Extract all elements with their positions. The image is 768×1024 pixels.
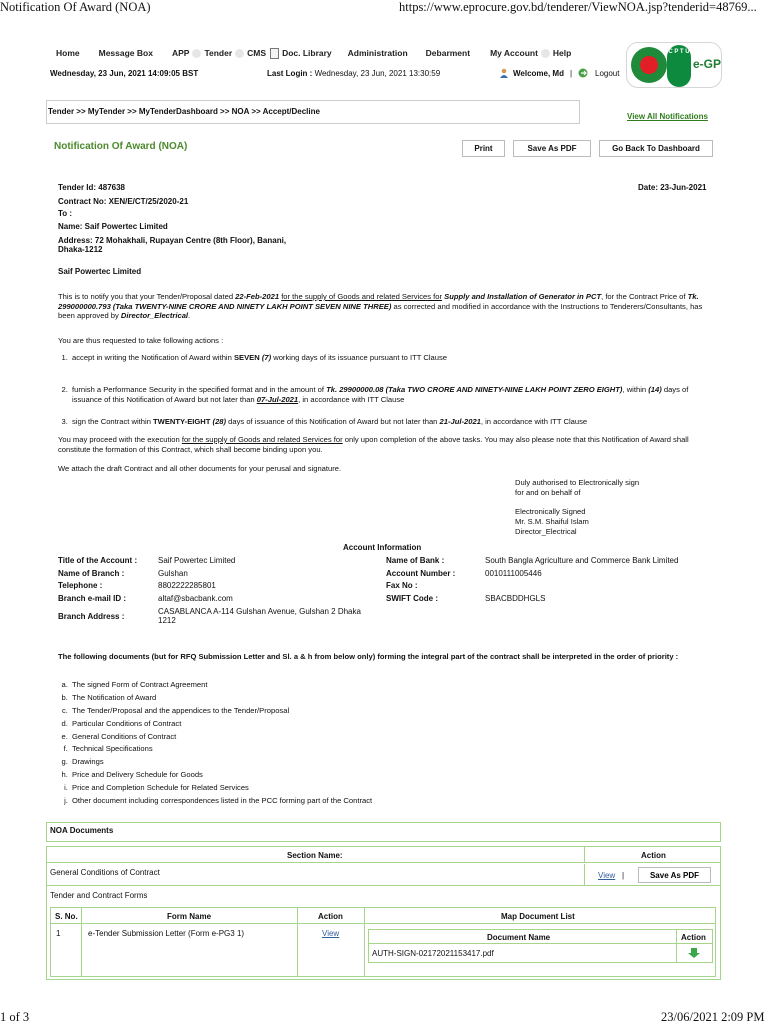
last-login <box>267 69 440 78</box>
document-item: j. Other document including correspondences listed in the PCC forming part of the Contract <box>70 795 708 808</box>
nav-tender[interactable]: Tender <box>204 48 233 58</box>
branch-email-value: altaf@sbacbank.com <box>158 594 233 603</box>
recipient-company: Saif Powertec Limited <box>58 267 142 276</box>
document-item: g. Drawings <box>70 756 708 769</box>
security-deadline: 07-Jul-2021 <box>256 395 299 404</box>
telephone-value: 8802222285801 <box>158 581 216 590</box>
section-name-header: Section Name: <box>287 851 343 860</box>
form-row-view-link[interactable]: View <box>322 929 340 938</box>
go-back-to-dashboard-button[interactable]: Go Back To Dashboard <box>599 140 713 157</box>
noa-documents-title: NOA Documents <box>50 826 114 835</box>
nav-cms[interactable]: CMS <box>247 48 267 58</box>
actions-intro: You are thus requested to take following actions : <box>58 336 224 345</box>
branch-email-label: Branch e-mail ID : <box>58 594 127 603</box>
egp-logo-text: e-GP <box>693 57 722 71</box>
approver: Director_Electrical <box>120 311 189 320</box>
nav-debarment[interactable]: Debarment <box>425 48 471 58</box>
document-item: d. Particular Conditions of Contract <box>70 718 708 731</box>
branch-name-value: Gulshan <box>158 569 188 578</box>
fax-label: Fax No : <box>386 581 418 590</box>
noa-date: Date: 23-Jun-2021 <box>638 183 707 192</box>
gcc-view-link[interactable]: View <box>598 871 616 880</box>
document-item: c. The Tender/Proposal and the appendices to the Tender/Proposal <box>70 705 708 718</box>
text-run: . <box>188 311 191 320</box>
nav-my-account[interactable]: My Account <box>490 48 538 58</box>
text-run: , in accordance with ITT Clause <box>480 417 588 426</box>
security-amount: Tk. 29900000.08 (Taka TWO CRORE AND NINETY-NINE LAKH POINT ZERO EIGHT) <box>326 385 623 394</box>
gcc-label: General Conditions of Contract <box>50 868 160 877</box>
divider <box>584 847 585 863</box>
form-row-name: e-Tender Submission Letter (Form e-PG3 1) <box>88 929 245 938</box>
nav-separator-icon <box>541 49 550 58</box>
signature-line: Director_Electrical <box>515 526 577 536</box>
text-run: days of issuance of this Notification of Award but not later than <box>72 385 689 404</box>
text-run: (14) <box>648 385 662 394</box>
col-form-name-header: Form Name <box>167 912 212 921</box>
text-run: furnish a Performance Security in the specified format and in the amount of <box>72 385 327 394</box>
tender-contract-forms-label: Tender and Contract Forms <box>50 891 148 900</box>
account-title-value: Saif Powertec Limited <box>158 556 236 565</box>
text-run: days of issuance of this Notification of Award but not later than <box>226 417 440 426</box>
recipient-name: Name: Saif Powertec Limited <box>58 222 168 231</box>
text-run: TWENTY-EIGHT <box>153 417 211 426</box>
logout-icon[interactable] <box>578 68 589 78</box>
save-as-pdf-button[interactable]: Save As PDF <box>513 140 591 157</box>
contract-price: Tk. 299000000.793 (Taka TWENTY-NINE CRORE AND NINETY LAKH POINT SEVEN NINE THREE) <box>58 292 699 311</box>
divider <box>297 908 298 976</box>
notification-paragraph <box>58 292 708 321</box>
document-action-header: Action <box>681 933 706 942</box>
document-name: AUTH-SIGN-02172021153417.pdf <box>372 949 494 958</box>
print-button[interactable]: Print <box>462 140 505 157</box>
document-item: b. The Notification of Award <box>70 692 708 705</box>
document-item: f. Technical Specifications <box>70 743 708 756</box>
document-item: h. Price and Delivery Schedule for Goods <box>70 769 708 782</box>
branch-address-label: Branch Address : <box>58 612 125 621</box>
bangladesh-emblem-icon <box>631 47 667 83</box>
print-page-title: Notification Of Award (NOA) <box>0 0 151 14</box>
branch-name-label: Name of Branch : <box>58 569 125 578</box>
breadcrumb[interactable]: Tender >> MyTender >> MyTenderDashboard >> NOA >> Accept/Decline <box>48 107 320 116</box>
signature-line: Mr. S.M. Shaiful Islam <box>515 516 589 526</box>
swift-label: SWIFT Code : <box>386 594 438 603</box>
sign-deadline: 21-Jul-2021 <box>439 417 481 426</box>
header-separator: | <box>570 69 573 78</box>
document-icon <box>270 48 279 59</box>
execution-paragraph <box>58 435 708 454</box>
print-url: https://www.eprocure.gov.bd/tenderer/ViewNOA.jsp?tenderid=48769... <box>399 0 757 14</box>
account-title-label: Title of the Account : <box>58 556 138 565</box>
print-page-number: 1 of 3 <box>0 1010 30 1024</box>
document-name-header: Document Name <box>487 933 551 942</box>
text-run: , within <box>622 385 649 394</box>
divider <box>676 930 677 962</box>
recipient-address-2: Dhaka-1212 <box>58 245 103 254</box>
account-number-label: Account Number : <box>386 569 456 578</box>
col-map-document-list-header: Map Document List <box>501 912 575 921</box>
text-run: for the supply of Goods and related Services for <box>181 435 343 444</box>
account-info-heading: Account Information <box>343 543 422 552</box>
text-run: , in accordance with ITT Clause <box>298 395 405 404</box>
text-run: This is to notify you that your Tender/Proposal dated <box>58 292 236 301</box>
top-nav <box>56 46 571 60</box>
text-run: (7) <box>261 353 272 362</box>
col-sno-header: S. No. <box>55 912 78 921</box>
form-row-sno: 1 <box>56 929 61 938</box>
egp-logo <box>626 42 722 88</box>
action-item <box>70 353 708 385</box>
last-login-value: Wednesday, 23 Jun, 2021 13:30:59 <box>314 69 441 78</box>
download-icon[interactable] <box>688 948 700 958</box>
tender-subject: Supply and Installation of Generator in PCT <box>444 292 602 301</box>
signature-block <box>515 478 639 536</box>
text-run: (28) <box>212 417 227 426</box>
cptu-logo-text: C P T U <box>667 45 691 87</box>
nav-separator-icon <box>235 49 244 58</box>
nav-home[interactable]: Home <box>56 48 80 58</box>
forms-header-row <box>51 908 715 924</box>
telephone-label: Telephone : <box>58 581 103 590</box>
view-all-notifications-link[interactable]: View All Notifications <box>627 112 708 121</box>
branch-address-value: CASABLANCA A-114 Gulshan Avenue, Gulshan 2 Dhaka <box>158 607 361 616</box>
text-run: SEVEN <box>233 353 260 362</box>
signature-line: Electronically Signed <box>515 507 586 517</box>
noa-documents-header <box>46 822 721 842</box>
to-label: To : <box>58 209 73 218</box>
current-date: Wednesday, 23 Jun, 2021 14:09:05 BST <box>50 69 199 78</box>
col-action-header: Action <box>318 912 343 921</box>
divider <box>81 908 82 976</box>
page-title: Notification Of Award (NOA) <box>54 141 188 152</box>
print-datetime: 23/06/2021 2:09 PM <box>661 1010 765 1024</box>
recipient-address-1: Address: 72 Mohakhali, Rupayan Centre (8th Floor), Banani, <box>58 236 287 245</box>
text-run: for the supply of Goods and related Services for <box>281 292 443 301</box>
contract-no: Contract No: XEN/E/CT/25/2020-21 <box>58 197 189 206</box>
text-run: You may proceed with the execution <box>58 435 182 444</box>
divider <box>364 908 365 976</box>
contract-documents-list <box>58 679 708 808</box>
gcc-separator: | <box>622 871 625 880</box>
text-run: working days of its issuance pursuant to ITT Clause <box>271 353 447 362</box>
nav-doc-library[interactable]: Doc. Library <box>282 48 332 58</box>
text-run: only upon completion of the above tasks. You may also please note that this Notification of Award shall constitute the formation of this Contract, which shall become binding upon you. <box>58 435 689 454</box>
last-login-label: Last Login : <box>267 69 313 78</box>
tender-id: Tender Id: 487638 <box>58 183 125 192</box>
text-run: as corrected and modified in accordance with the Instructions to Tenderers/Consultants, has been approved by <box>58 301 703 320</box>
gcc-save-as-pdf-button[interactable]: Save As PDF <box>638 867 711 883</box>
attachment-note: We attach the draft Contract and all other documents for your perusal and signature. <box>58 464 342 473</box>
text-run: sign the Contract within <box>72 417 154 426</box>
logout-link[interactable]: Logout <box>595 69 620 78</box>
tender-date: 22-Feb-2021 <box>235 292 280 301</box>
bank-name-label: Name of Bank : <box>386 556 445 565</box>
document-item: a. The signed Form of Contract Agreement <box>70 679 708 692</box>
welcome-text: Welcome, Md <box>513 69 564 78</box>
user-icon <box>499 68 509 78</box>
nav-separator-icon <box>192 49 201 58</box>
section-header-row <box>47 847 720 863</box>
text-run: accept in writing the Notification of Award within <box>72 353 234 362</box>
account-number-value: 0010111005446 <box>485 569 542 578</box>
branch-address-value-2: 1212 <box>158 616 176 625</box>
signature-line: Duly authorised to Electronically sign <box>515 478 640 487</box>
nav-app[interactable]: APP <box>171 48 190 58</box>
documents-intro: The following documents (but for RFQ Submission Letter and Sl. a & h from below only) forming the integral part of the contract shall be interpreted in the order of priority : <box>58 652 679 661</box>
bank-name-value: South Bangla Agriculture and Commerce Bank Limited <box>485 556 679 565</box>
document-item: i. Price and Completion Schedule for Related Services <box>70 782 708 795</box>
swift-value: SBACBDDHGLS <box>485 594 546 603</box>
document-item: e. General Conditions of Contract <box>70 731 708 744</box>
action-header: Action <box>641 851 666 860</box>
nav-help[interactable]: Help <box>552 48 572 58</box>
action-item <box>70 385 708 417</box>
text-run: , for the Contract Price of <box>601 292 688 301</box>
divider <box>584 864 585 886</box>
nav-message-box[interactable]: Message Box <box>98 48 153 58</box>
signature-line <box>515 497 639 507</box>
nav-administration[interactable]: Administration <box>347 48 408 58</box>
signature-line: for and on behalf of <box>515 487 581 497</box>
